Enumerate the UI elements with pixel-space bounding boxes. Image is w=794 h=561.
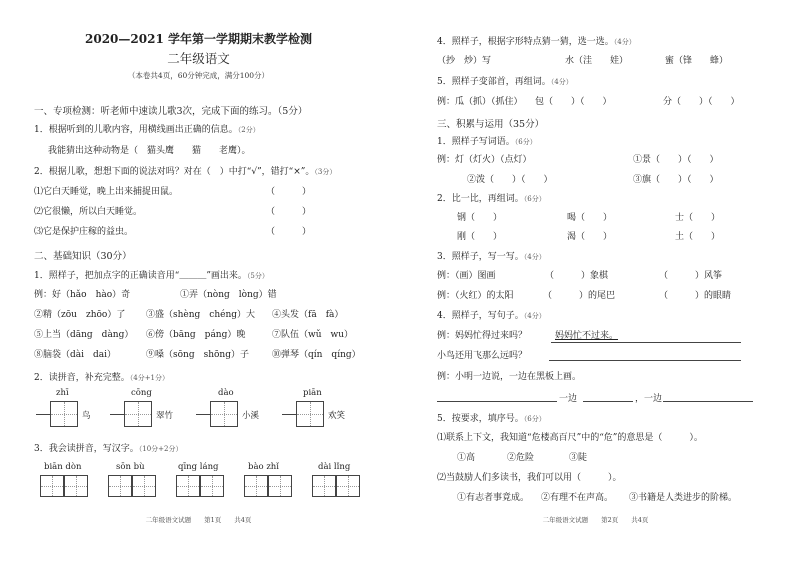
pinyin-label: dào [218,388,234,398]
question-r4: 4．照样子，根据字形特点猜一猜，选一选。（4分） [437,37,636,47]
exam-title: 2020—2021 学年第一学期期末教学检测 [85,32,312,46]
fill-item[interactable]: ①景（ ）（ ） [633,155,719,165]
pinyin-item[interactable]: ⑤上当（dāng dàng） [34,330,134,340]
fill-item[interactable]: （ ）的尾巴 [543,291,616,301]
c4-connector: ，一边 [635,394,663,404]
pinyin-label: dài lǐng [318,462,351,472]
pinyin-item[interactable]: ⑩弹琴（qín qíng） [272,350,361,360]
question-c5-1: ⑴联系上下文，我知道“危楼高百尺”中的“危”的意思是（ ）。 [437,433,703,443]
pinyin-item[interactable]: ④头发（fā fà） [272,310,344,320]
exam-subtitle: 二年级语文 [167,51,230,66]
option-item[interactable]: ①高 [457,453,476,463]
pinyin-item[interactable]: ⑨嗓（sōng shōng）子 [146,350,249,360]
fill-item[interactable]: （ ）的眼睛 [659,291,732,301]
choice-item[interactable]: 蜜（锋 蜂） [665,56,729,66]
example-r5: 例：瓜（抓）（抓住） [437,97,523,107]
option-item[interactable]: ③书籍是人类进步的阶梯。 [629,493,738,503]
question-2-1: 1．照样子，把加点字的正确读音用“＿＿＿”画出来。（5分） [34,271,269,281]
writing-box[interactable] [296,401,324,427]
pinyin-label: piān [303,388,322,398]
question-c3: 3．照样子，写一写。（4分） [437,252,546,262]
fill-item[interactable]: 喝（ ） [567,213,613,223]
question-1-2-item: ⑵它很懒，所以白天睡觉。 [34,207,143,217]
pinyin-item: 例：好（hǎo hào）奇 [34,290,131,300]
pinyin-label: biān dòn [44,462,82,472]
example-c3: 例：（火红）的太阳 [437,291,514,301]
page-footer: 二年级语文试题 第2页 共4页 [542,516,649,524]
exam-page-2 [397,0,794,561]
writing-box[interactable] [336,475,360,497]
pinyin-item[interactable]: ③盛（shèng chéng）大 [146,310,256,320]
writing-box[interactable] [64,475,88,497]
answer-paren[interactable]: （ ） [266,227,312,237]
example-c3: 例：（画）图画 [437,271,496,281]
example-r4: （抄 炒）写 [437,56,492,66]
word-part: 欢笑 [328,411,346,421]
answer-line[interactable] [437,401,557,402]
pinyin-label: zhī [56,388,69,398]
option-item[interactable]: ②危险 [507,453,535,463]
fill-item[interactable]: 包（ ）（ ） [535,97,612,107]
answer-paren[interactable]: （ ） [266,187,312,197]
pinyin-label: sōn bù [116,462,145,472]
word-part: 小溪 [242,411,260,421]
fill-item[interactable]: 分（ ）（ ） [663,97,740,107]
fill-item[interactable]: （ ）象棋 [545,271,609,281]
writing-box[interactable] [124,401,152,427]
writing-box[interactable] [268,475,292,497]
page-footer: 二年级语文试题 第1页 共4页 [145,516,252,524]
fill-item[interactable]: 士（ ） [675,213,721,223]
fill-item[interactable]: ②泼（ ）（ ） [467,175,553,185]
question-c4: 4．照样子，写句子。（4分） [437,311,546,321]
fill-item[interactable]: 土（ ） [675,232,721,242]
option-item[interactable]: ②有理不在声高。 [541,493,614,503]
option-item[interactable]: ①有志者事竟成。 [457,493,530,503]
answer-line[interactable] [663,401,753,402]
word-part: 鸟 [82,411,91,421]
example-c4-2: 例：小明一边说，一边在黑板上画。 [437,372,582,382]
question-1-2-item: ⑴它白天睡觉，晚上出来捕捉田鼠。 [34,187,179,197]
question-c5-2: ⑵当鼓励人们多读书，我们可以用（ ）。 [437,473,622,483]
fill-item[interactable]: 刚（ ） [457,232,503,242]
fill-item[interactable]: ③旗（ ）（ ） [633,175,719,185]
choice-item[interactable]: 水（洼 娃） [565,56,629,66]
word-part: 翠竹 [156,411,174,421]
option-item[interactable]: ③陡 [569,453,588,463]
question-c4-sentence: 小鸟还用飞那么远吗？ [437,351,528,361]
writing-box[interactable] [200,475,224,497]
writing-box[interactable] [244,475,268,497]
section-2-heading: 二、基础知识（30分） [34,251,132,262]
question-1-2-item: ⑶它是保护庄稼的益虫。 [34,227,134,237]
writing-box[interactable] [40,475,64,497]
fill-item[interactable]: （ ）风筝 [659,271,723,281]
pinyin-label: bào zhǐ [248,462,279,472]
example-c4-answer: 妈妈忙不过来。 [555,331,619,341]
question-1-2: 2．根据儿歌，想想下面的说法对吗？对在（ ）中打“√”，错打“×”。（3分） [34,167,337,177]
question-1-1: 1．根据听到的儿歌内容，用横线画出正确的信息。（2分） [34,125,260,135]
pinyin-item[interactable]: ⑦队伍（wǔ wu） [272,330,354,340]
writing-box[interactable] [108,475,132,497]
question-1-1-line: 我能猜出这种动物是（ 猫头鹰 猫 老鹰）。 [48,146,251,156]
answer-line[interactable] [549,360,741,361]
writing-box[interactable] [176,475,200,497]
question-2-2: 2．读拼音，补充完整。（4分+1分） [34,373,170,383]
writing-box[interactable] [132,475,156,497]
pinyin-item[interactable]: ②精（zōu zhōo）了 [34,310,126,320]
question-c5: 5．按要求，填序号。（6分） [437,414,546,424]
question-c2: 2．比一比，再组词。（6分） [437,194,546,204]
example-c1: 例：灯（灯火）（点灯） [437,155,532,165]
exam-note: （本卷共4页，60分钟完成，满分100分） [127,71,270,80]
pinyin-label: qīng láng [178,462,219,472]
question-2-3: 3．我会读拼音，写汉字。（10分+2分） [34,444,183,454]
answer-paren[interactable]: （ ） [266,207,312,217]
pinyin-item[interactable]: ⑧脑袋（dài dai） [34,350,117,360]
question-r5: 5．照样子变部首，再组词。（4分） [437,77,573,87]
fill-item[interactable]: 钢（ ） [457,213,503,223]
section-3-heading: 三、积累与运用（35分） [437,119,545,130]
pinyin-label: cōng [131,388,152,398]
answer-line[interactable] [583,401,633,402]
question-c1: 1．照样子写词语。（6分） [437,137,537,147]
writing-box[interactable] [210,401,238,427]
example-c4: 例：妈妈忙得过来吗？ [437,331,528,341]
writing-box[interactable] [50,401,78,427]
section-1-heading: 一、专项检测：听老师中速读儿歌3次，完成下面的练习。（5分） [34,106,308,117]
pinyin-item[interactable]: ①弄（nòng lòng）错 [180,290,277,300]
c4-connector: 一边 [559,394,578,404]
pinyin-item[interactable]: ⑥傍（bāng páng）晚 [146,330,246,340]
writing-box[interactable] [312,475,336,497]
fill-item[interactable]: 渴（ ） [567,232,613,242]
